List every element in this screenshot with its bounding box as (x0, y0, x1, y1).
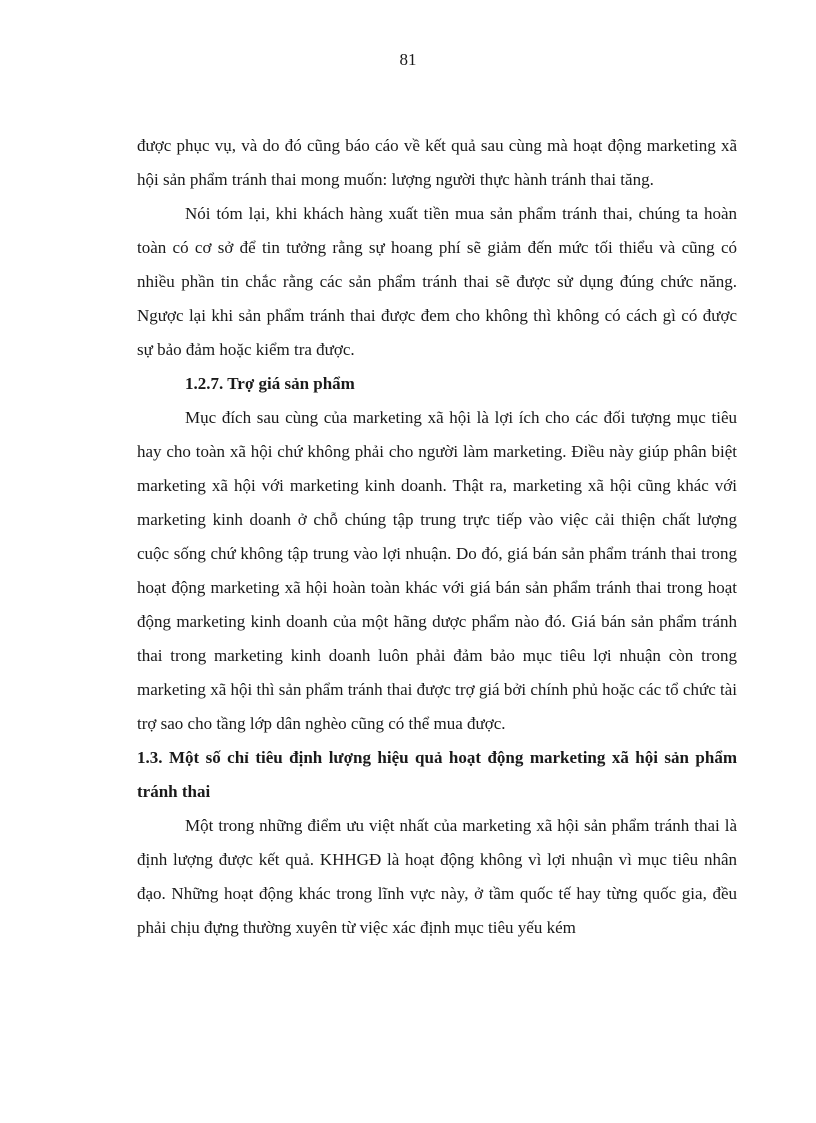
paragraph-indicators: Một trong những điểm ưu việt nhất của marketing xã hội sản phẩm tránh thai là định lượng được kết quả. KHHGĐ là hoạt động không vì lợi nhuận vì mục tiêu nhân đạo. Những hoạt động khác trong lĩnh vực này, ở tầm quốc tế hay từng quốc gia, đều phải chịu đựng thường xuyên từ việc xác định mục tiêu yếu kém (137, 816, 737, 937)
page-body (137, 129, 737, 945)
page-number: 81 (399, 50, 417, 69)
section-heading-indicators: 1.3. Một số chỉ tiêu định lượng hiệu quả hoạt động marketing xã hội sản phẩm tránh thai (137, 748, 737, 801)
paragraph-summary: Nói tóm lại, khi khách hàng xuất tiền mua sản phẩm tránh thai, chúng ta hoàn toàn có cơ sở để tin tưởng rằng sự hoang phí sẽ giảm đến mức tối thiểu và cũng có nhiều phần tin chắc rằng các sản phẩm tránh thai sẽ được sử dụng đúng chức năng. Ngược lại khi sản phẩm tránh thai được đem cho không thì không có cách gì có được sự bảo đảm hoặc kiểm tra được. (137, 204, 737, 359)
paragraph-continuation: được phục vụ, và do đó cũng báo cáo về kết quả sau cùng mà hoạt động marketing xã hội sản phẩm tránh thai mong muốn: lượng người thực hành tránh thai tăng. (137, 136, 737, 189)
paragraph-price-subsidy: Mục đích sau cùng của marketing xã hội là lợi ích cho các đối tượng mục tiêu hay cho toàn xã hội chứ không phải cho người làm marketing. Điều này giúp phân biệt marketing xã hội với marketing kinh doanh. Thật ra, marketing xã hội cũng khác với marketing kinh doanh ở chỗ chúng tập trung trực tiếp vào việc cải thiện chất lượng cuộc sống chứ không tập trung vào lợi nhuận. Do đó, giá bán sản phẩm tránh thai trong hoạt động marketing xã hội hoàn toàn khác với giá bán sản phẩm tránh thai trong hoạt động marketing kinh doanh của một hãng dược phẩm nào đó. Giá bán sản phẩm tránh thai trong marketing kinh doanh luôn phải đảm bảo mục tiêu lợi nhuận còn trong marketing xã hội thì sản phẩm tránh thai được trợ giá bởi chính phủ hoặc các tổ chức tài trợ sao cho tầng lớp dân nghèo cũng có thể mua được. (137, 408, 737, 733)
subheading-price-subsidy: 1.2.7. Trợ giá sản phẩm (185, 374, 355, 393)
